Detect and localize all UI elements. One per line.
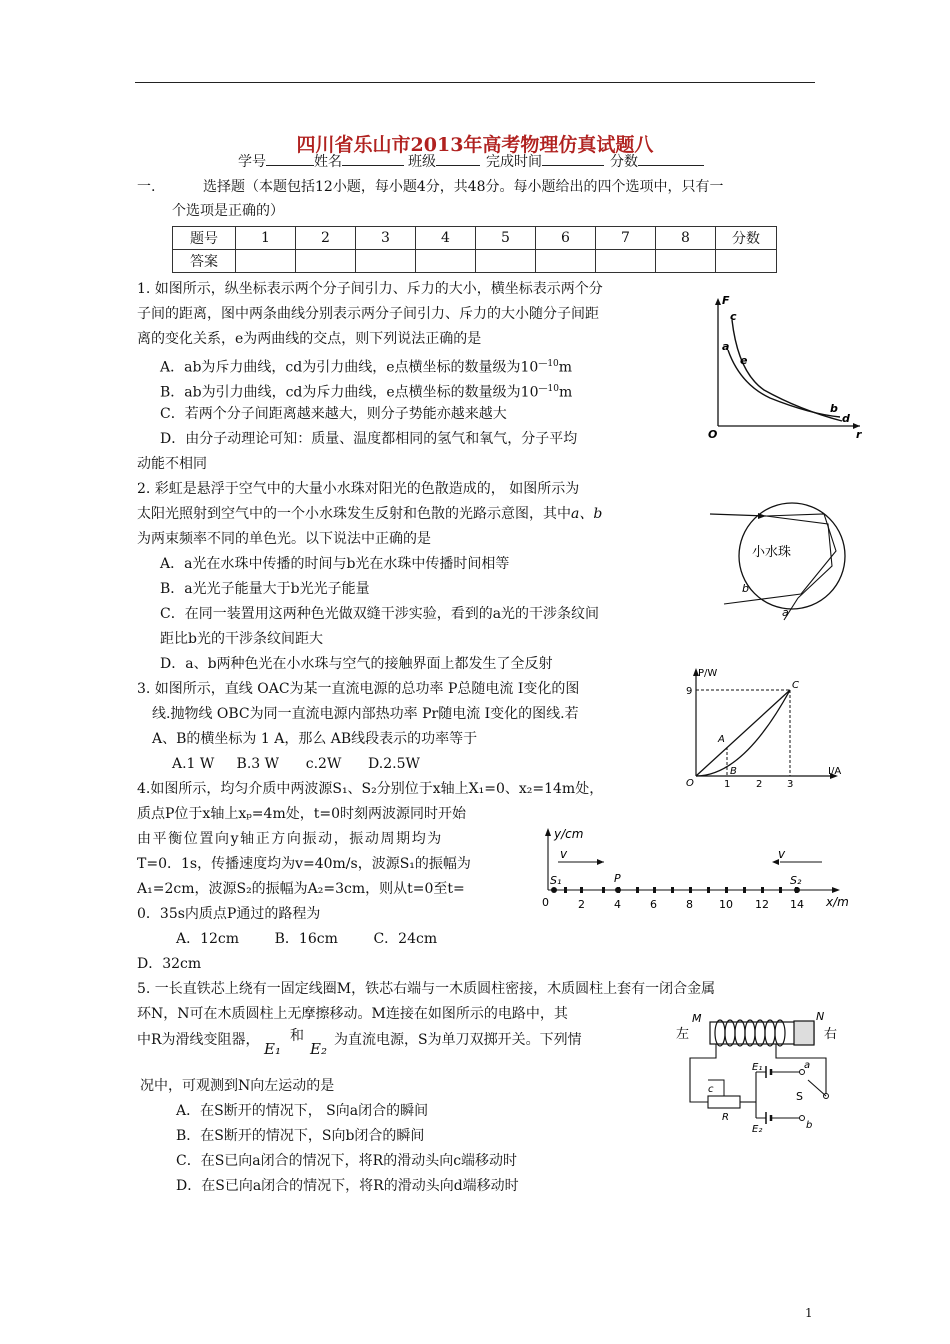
point-label-p: P (614, 872, 621, 885)
label-left: 左 (676, 1027, 690, 1042)
terminal-label-a: a (804, 1060, 811, 1071)
label-right: 右 (824, 1027, 838, 1042)
point-label-b: B (730, 766, 737, 777)
battery-label-e1: E₁ (752, 1062, 763, 1073)
tick-6: 6 (650, 898, 657, 911)
axis-label-f: F (722, 294, 730, 307)
table-cell: 分数 (716, 227, 777, 250)
tick-2: 2 (578, 898, 585, 911)
tick-14: 14 (790, 898, 804, 911)
table-cell: 8 (656, 227, 716, 250)
q5-option-c[interactable]: C．在S已向a闭合的情况下，将R的滑动头向c端移动时 (176, 1153, 518, 1169)
answer-cell[interactable] (596, 250, 656, 273)
table-cell: 3 (356, 227, 416, 250)
axis-label-r: r (856, 428, 862, 441)
q5-stem-3: 中R为滑线变阻器， E₁和E₂ 为直流电源，S为单刀双掷开关。下列情 (137, 1028, 582, 1058)
student-no-label: 学号 (238, 154, 266, 170)
class-field[interactable] (436, 150, 480, 166)
q1-option-a[interactable]: A．ab为斥力曲线，cd为引力曲线，e点横坐标的数量级为$10^{—10}m$ (160, 359, 573, 376)
section-heading: 选择题（本题包括12小题，每小题4分，共48分。每小题给出的四个选项中，只有一 (203, 179, 724, 195)
q3-stem-3: A、B的横坐标为 1 A，那么 AB线段表示的功率等于 (152, 731, 478, 747)
battery-label-e2: E₂ (752, 1124, 763, 1134)
page-title: 四川省乐山市2013年高考物理仿真试题八 (296, 134, 654, 156)
q4-stem-3: 由平衡位置向y轴正方向振动，振动周期均为 (137, 831, 443, 847)
table-cell: 2 (296, 227, 356, 250)
header-rule (135, 82, 815, 83)
axis-label-y: y/cm (554, 827, 584, 841)
q5-option-a[interactable]: A．在S断开的情况下， S向a闭合的瞬间 (176, 1103, 429, 1119)
resistor-label-r: R (722, 1112, 729, 1123)
switch-label-s: S (796, 1090, 803, 1103)
name-field[interactable] (342, 150, 404, 166)
q2-stem-3: 为两束频率不同的单色光。以下说法中正确的是 (137, 531, 431, 547)
velocity-label-right: v (778, 847, 786, 861)
table-row (173, 227, 777, 250)
section-heading-cont: 个选项是正确的） (172, 203, 284, 219)
table-row (173, 250, 777, 273)
q4-stem-2: 质点P位于x轴上xₚ=4m处，t=0时刻两波源同时开始 (137, 806, 466, 822)
ring-n (794, 1021, 814, 1045)
score-cell[interactable] (716, 250, 777, 273)
q2-option-c[interactable]: C．在同一装置用这两种色光做双缝干涉实验，看到的a光的干涉条纹间 (160, 606, 600, 622)
q2-option-c-cont: 距比b光的干涉条纹间距大 (160, 631, 323, 647)
q5-option-d[interactable]: D．在S已向a闭合的情况下，将R的滑动头向d端移动时 (176, 1178, 519, 1194)
q2-option-d[interactable]: D．a、b两种色光在小水珠与空气的接触界面上都发生了全反射 (160, 656, 553, 672)
q3-power-graph (684, 664, 850, 790)
page-number: 1 (805, 1306, 813, 1320)
name-label: 姓名 (314, 154, 342, 170)
terminal-label-c: c (708, 1084, 714, 1095)
table-cell: 答案 (173, 250, 236, 273)
q5-stem-1: 5. 一长直铁芯上绕有一固定线圈M，铁芯右端与一木质圆柱密接，木质圆柱上套有一闭合金属 (137, 981, 716, 997)
axis-label-pw: P/W (698, 668, 718, 679)
q5-stem-4: 况中，可观测到N向左运动的是 (140, 1078, 335, 1094)
q4-options-abc[interactable]: A．12cm B．16cm C．24cm (176, 931, 438, 947)
q4-wave-diagram (540, 826, 852, 926)
q4-option-d[interactable]: D．32cm (137, 956, 202, 972)
finish-time-label: 完成时间 (486, 154, 542, 170)
tick-1: 1 (724, 779, 731, 790)
class-label: 班级 (408, 154, 436, 170)
ray-label-a: a (782, 606, 789, 619)
q4-stem-4: T=0．1s，传播速度均为v=40m/s，波源S₁的振幅为 (137, 856, 471, 872)
q5-option-b[interactable]: B．在S断开的情况下，S向b闭合的瞬间 (176, 1128, 425, 1144)
q4-stem-5: A₁=2cm，波源S₂的振幅为A₂=3cm，则从t=0至t= (137, 881, 465, 897)
q1-stem-1: 1. 如图所示，纵坐标表示两个分子间引力、斥力的大小，横坐标表示两个分 (137, 281, 603, 297)
tick-2: 2 (756, 779, 763, 790)
table-cell: 4 (416, 227, 476, 250)
finish-time-field[interactable] (542, 150, 604, 166)
axis-label-x: x/m (826, 895, 849, 909)
q2-stem-1: 2. 彩虹是悬浮于空气中的大量小水珠对阳光的色散造成的， 如图所示为 (137, 481, 580, 497)
q3-stem-2: 线.抛物线 OBC为同一直流电源内部热功率 Pr随电流 I变化的图线.若 (152, 706, 579, 722)
q1-option-d-cont: 动能不相同 (137, 456, 207, 472)
point-label-a: A (718, 734, 725, 745)
q5-circuit-diagram (672, 1010, 850, 1134)
curve-label-a: a (722, 340, 730, 353)
info-row (238, 150, 704, 174)
student-no-field[interactable] (266, 150, 314, 166)
curve-cd (732, 320, 842, 421)
q5-stem-2: 环N，N可在木质圆柱上无摩擦移动。M连接在如图所示的电路中，其 (137, 1006, 568, 1022)
table-cell: 题号 (173, 227, 236, 250)
q3-options[interactable]: A.1 W B.3 W c.2W D.2.5W (172, 756, 420, 772)
answer-cell[interactable] (416, 250, 476, 273)
tick-10: 10 (719, 898, 733, 911)
q4-stem-6: 0．35s内质点P通过的路程为 (137, 906, 321, 922)
ring-label-n: N (816, 1010, 825, 1023)
q2-water-drop-diagram (706, 496, 866, 626)
tick-4: 4 (614, 898, 621, 911)
source-label-s1: S₁ (550, 874, 562, 887)
score-field[interactable] (638, 150, 704, 166)
water-drop-label: 小水珠 (752, 545, 792, 560)
answer-cell[interactable] (536, 250, 596, 273)
origin-label: O (686, 778, 694, 789)
curve-label-c: c (730, 310, 737, 323)
ray-label-b: b (742, 582, 749, 595)
q2-option-b[interactable]: B．a光光子能量大于b光光子能量 (160, 581, 370, 597)
source-label-s2: S₂ (790, 874, 802, 887)
q1-option-c[interactable]: C．若两个分子间距离越来越大，则分子势能亦越来越大 (160, 406, 507, 422)
point-label-c: C (792, 680, 799, 691)
table-cell: 7 (596, 227, 656, 250)
tick-8: 8 (686, 898, 693, 911)
table-cell: 1 (236, 227, 296, 250)
q4-stem-1: 4.如图所示，均匀介质中两波源S₁、S₂分别位于x轴上X₁=0、x₂=14m处， (137, 781, 604, 797)
tick-12: 12 (755, 898, 769, 911)
table-cell: 5 (476, 227, 536, 250)
curve-label-b: b (830, 402, 838, 415)
q2-option-a[interactable]: A．a光在水珠中传播的时间与b光在水珠中传播时间相等 (160, 556, 510, 572)
tick-3: 3 (787, 779, 794, 790)
q3-stem-1: 3. 如图所示，直线 OAC为某一直流电源的总功率 P总随电流 I变化的图 (137, 681, 580, 697)
q1-option-d[interactable]: D．由分子动理论可知：质量、温度都相同的氢气和氧气，分子平均 (160, 431, 578, 447)
curve-label-d: d (842, 412, 850, 425)
axis-label-ia: I/A (828, 766, 842, 777)
tick-9: 9 (686, 686, 693, 697)
point-label-e: e (740, 354, 748, 367)
score-label: 分数 (610, 154, 638, 170)
tick-0: 0 (542, 896, 549, 909)
answer-cell[interactable] (476, 250, 536, 273)
table-cell: 6 (536, 227, 596, 250)
terminal-label-b: b (806, 1120, 813, 1131)
origin-label: O (708, 428, 718, 441)
answer-cell[interactable] (356, 250, 416, 273)
answer-cell[interactable] (236, 250, 296, 273)
coil-label-m: M (692, 1012, 702, 1025)
line-oac (696, 690, 790, 776)
q1-option-b[interactable]: B．ab为引力曲线，cd为斥力曲线，e点横坐标的数量级为$10^{—10}m$ (160, 384, 573, 401)
q2-stem-2: 太阳光照射到空气中的一个小水珠发生反射和色散的光路示意图，其中a、b (137, 506, 603, 522)
q1-force-graph (700, 292, 870, 442)
answer-cell[interactable] (656, 250, 716, 273)
answer-cell[interactable] (296, 250, 356, 273)
q1-stem-3: 离的变化关系，e为两曲线的交点，则下列说法正确的是 (137, 331, 482, 347)
resistor-r (708, 1096, 740, 1108)
q1-stem-2: 子间的距离，图中两条曲线分别表示两分子间引力、斥力的大小随分子间距 (137, 306, 599, 322)
answer-table (172, 226, 777, 273)
section-number: 一. (137, 179, 156, 195)
velocity-label-left: v (560, 847, 568, 861)
